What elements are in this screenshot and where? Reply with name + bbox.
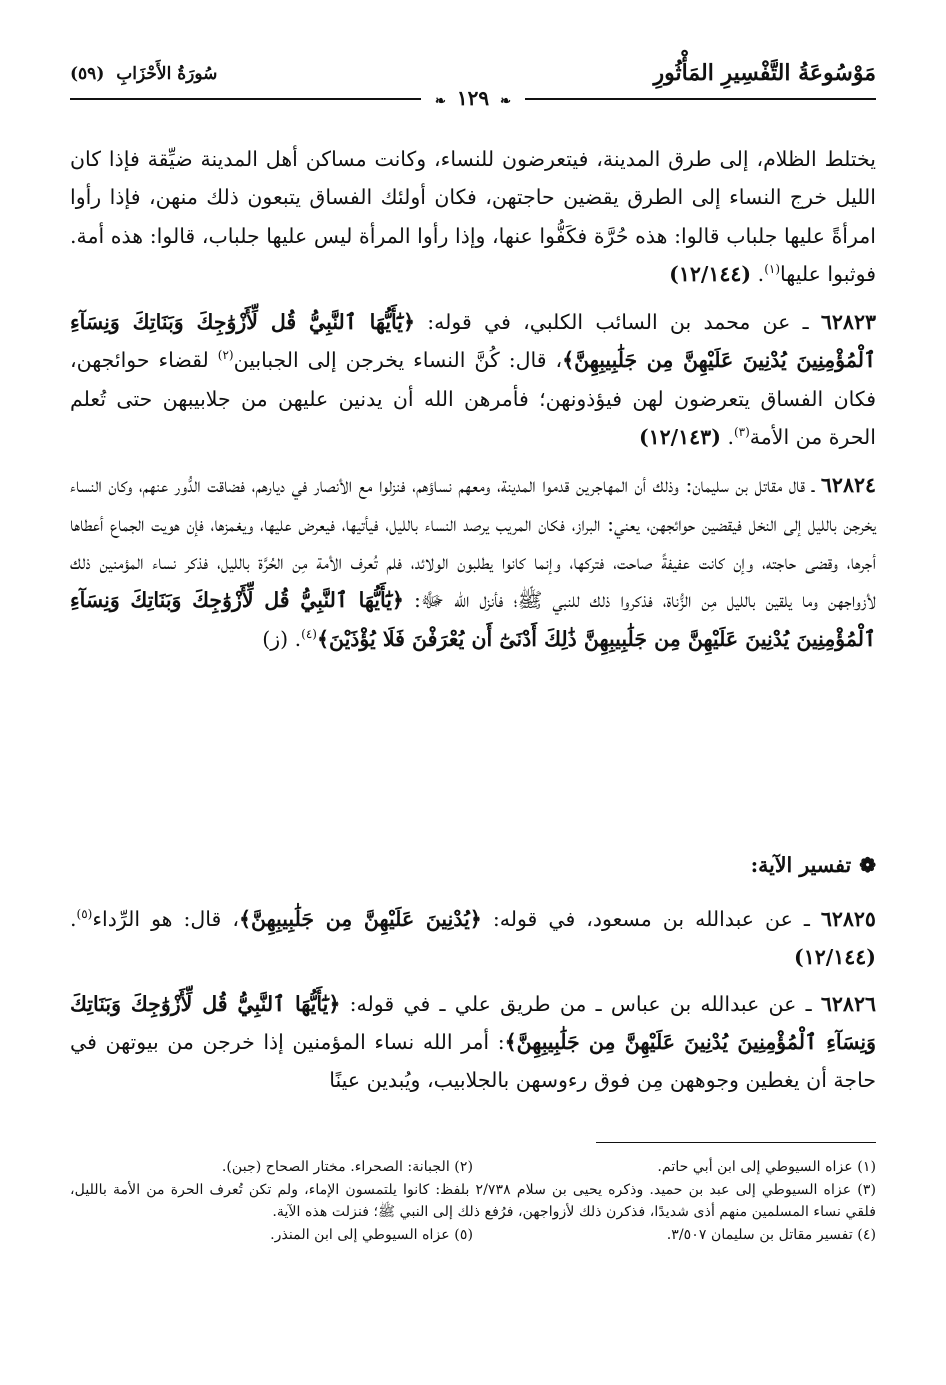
quran-verse: ﴿يَٰٓأَيُّهَا ٱلنَّبِيُّ قُل لِّأَزْوَٰجِكَ وَبَنَاتِكَ وَنِسَآءِ ٱلْمُؤْمِنِينَ يُدْنِينَ عَلَيْهِنَّ مِن جَلَٰبِيبِهِنَّ﴾: [70, 310, 876, 373]
footnote-1: (١) عزاه السيوطي إلى ابن أبي حاتم.: [657, 1159, 876, 1175]
section-title: تفسير الآية:: [750, 853, 852, 877]
quran-verse: ﴿يَٰٓأَيُّهَا ٱلنَّبِيُّ قُل لِّأَزْوَٰجِكَ وَبَنَاتِكَ وَنِسَآءِ ٱلْمُؤْمِنِينَ يُدْنِينَ عَلَيْهِنَّ مِن جَلَٰبِيبِهِنَّ﴾: [70, 991, 876, 1054]
footnote-row: [70, 1224, 876, 1247]
paragraph-text: ، قال: هو الرِّداء: [92, 907, 239, 931]
flower-ornament-icon: ❁: [859, 853, 876, 877]
footnote-mark: (٥): [76, 907, 93, 922]
paragraph-62825: [70, 900, 876, 977]
reference-ref: (١٢/١٤٤): [794, 945, 876, 970]
page-header: [70, 58, 876, 110]
paragraph-text: ـ عن عبدالله بن مسعود، في قوله:: [492, 907, 810, 931]
paragraph-text: ـ عن محمد بن السائب الكلبي، في قوله:: [427, 310, 809, 335]
paragraph-text: ـ قال مقاتل بن سليمان: وذلك أن المهاجرين قدموا المدينة، ومعهم نساؤهم، فنزلوا مع الأنصار في ديارهم، فضاقت الدُّور عنهم، وكان النساء يخرجن بالليل إلى النخل فيقضين حوائجهن، يعني: البراز، فكان المريب يرصد النساء بالليل، فيأتيها، فيعرض عليها، ويغمزها، فإن هويت الجماع أعطاها أجرها، وقضى حاجته، وإن كانت عفيفةً صاحت، فتركها، وإنما كانوا يطلبون الولائد، فلم تُعرف الأمة مِن الحُرَّة بالليل، فذكر نساء المؤمنين ذلك لأزواجهن وما يلقين بالليل مِن الزُّناة، فذكروا ذلك للنبي ﷺ؛ فأنزل الله ﷻ:: [70, 473, 876, 613]
paragraph-text: .: [757, 261, 765, 286]
footnote-3: (٣) عزاه السيوطي إلى عبد بن حميد. وذكره يحيى بن سلام ٢/٧٣٨ بلفظ: كانوا يلتمسون الإماء، ولم تكن تُعرف الحرة من الأمة بالليل، فلقي نساء المسلمين منهم أذى شديدًا، فذكرن ذلك لأزواجهن، فرُفع ذلك إلى النبي ﷺ؛ فنزلت هذه الآية.: [70, 1181, 876, 1220]
footnote-rule: [596, 1142, 876, 1143]
surah-number: (٥٩): [70, 64, 105, 84]
reference-ref: (١٢/١٤٤): [669, 261, 752, 286]
paragraph-text: : أمر الله نساء المؤمنين إذا خرجن من بيوتهن في حاجة أن يغطين وجوههن مِن فوق رءوسهن بالجلابيب، ويُبدين عينًا: [70, 1029, 876, 1093]
section-heading: [751, 853, 876, 877]
narration-number: ٦٢٨٢٦: [820, 991, 876, 1016]
main-text-2: [70, 900, 876, 1099]
paragraph-text: لقضاء حوائجهن، فكان الفساق يتعرضون لهن فيؤذونهن؛ فأمرهن الله أن يدنين عليهن من جلابيبهن حتى تُعلم الحرة من الأمة: [70, 348, 876, 450]
ornament-left-icon: ❧: [435, 94, 446, 109]
paragraph-text: يختلط الظلام، إلى طرق المدينة، فيتعرضون للنساء، وكانت مساكن أهل المدينة ضيِّقة فإذا كان الليل خرج النساء إلى الطرق يقضين حاجتهن، فكان أولئك الفساق يتبعون ذلك منهن، فإذا رأوا امرأةً عليها جلباب قالوا: هذه حُرَّة فكَفُّوا عنها، وإذا رأوا المرأة ليس عليها جلباب، قالوا: هذه أمة. فوثبوا عليها: [70, 147, 876, 286]
reference-ref: (١٢/١٤٣): [638, 425, 721, 450]
narration-number: ٦٢٨٢٤: [820, 473, 876, 498]
paragraph-text: ـ عن عبدالله بن عباس ـ من طريق علي ـ في قوله:: [349, 991, 812, 1016]
footnote-2: (٢) الجبانة: الصحراء. مختار الصحاح (جبن).: [221, 1159, 473, 1175]
surah-label: [70, 64, 217, 84]
paragraph-62823: [70, 303, 876, 456]
main-text: [70, 140, 876, 658]
footnotes: [70, 1156, 876, 1246]
quran-verse: ﴿يَٰٓأَيُّهَا ٱلنَّبِيُّ قُل لِّأَزْوَٰجِكَ وَبَنَاتِكَ وَنِسَآءِ ٱلْمُؤْمِنِينَ يُدْنِينَ عَلَيْهِنَّ مِن جَلَٰبِيبِهِنَّ ذَٰلِكَ أَدْنَىٰٓ أَن يُعْرَفْنَ فَلَا يُؤْذَيْنَ﴾: [70, 588, 876, 651]
paragraph-text: .: [70, 907, 77, 931]
paragraph-continued: [70, 140, 876, 293]
page-number-block: [421, 86, 525, 110]
surah-name: سُورَةُ الأَحْزَابِ: [116, 64, 218, 84]
paragraph-text: ، قال: كُنَّ النساء يخرجن إلى الجبابين: [233, 348, 563, 373]
footnote-mark: (٤): [301, 626, 317, 641]
paragraph-text: .: [727, 425, 734, 450]
narration-number: ٦٢٨٢٥: [820, 907, 876, 931]
footnote-mark: (٣): [733, 425, 750, 440]
paragraph-text: . (ز): [262, 626, 302, 651]
quran-verse: ﴿يُدْنِينَ عَلَيْهِنَّ مِن جَلَٰبِيبِهِنَّ﴾: [238, 907, 482, 931]
footnote-row: [70, 1156, 876, 1179]
page-number: ١٢٩: [456, 86, 490, 110]
footnote-mark: (٢): [217, 348, 234, 363]
paragraph-62826: [70, 985, 876, 1100]
narration-number: ٦٢٨٢٣: [820, 310, 876, 335]
ornament-right-icon: ❧: [500, 94, 511, 109]
footnote-4: (٤) تفسير مقاتل بن سليمان ٣/٥٠٧.: [666, 1226, 876, 1243]
book-title: مَوْسُوعَةُ التَّفْسِيرِ المَأْثُورِ: [653, 60, 876, 86]
footnote-mark: (١): [764, 262, 781, 277]
paragraph-62824: [70, 466, 876, 657]
footnote-5: (٥) عزاه السيوطي إلى ابن المنذر.: [270, 1226, 473, 1243]
